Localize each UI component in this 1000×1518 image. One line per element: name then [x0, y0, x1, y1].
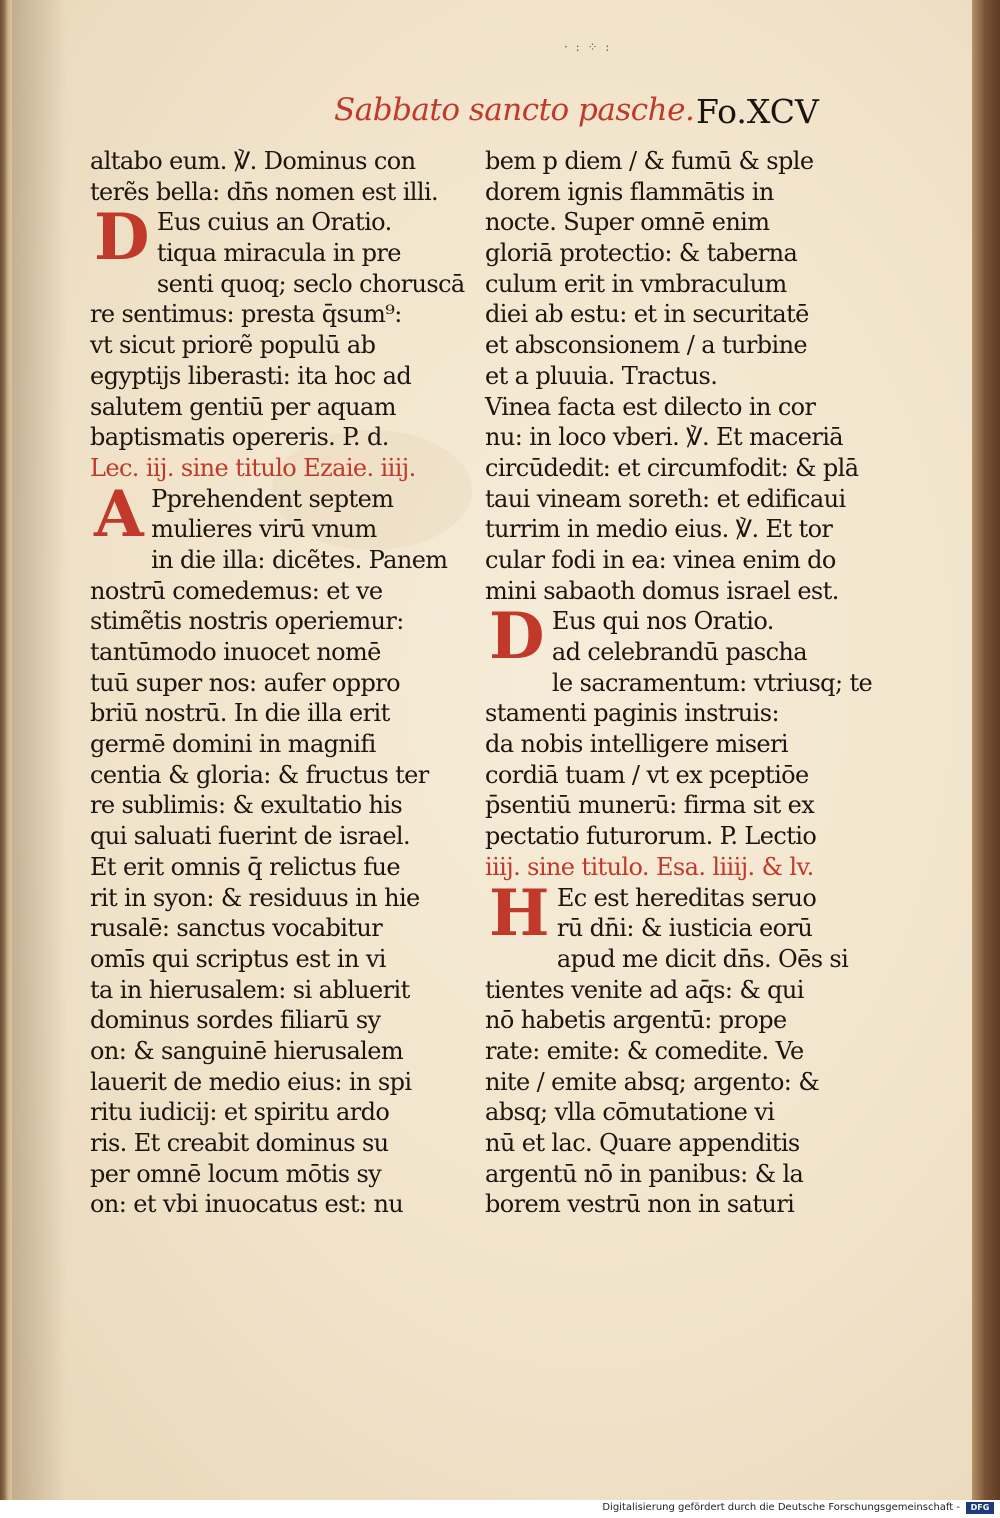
line-text: briū nostrū. In die illa erit — [90, 699, 390, 728]
text-line — [485, 484, 846, 515]
text-line — [90, 299, 438, 330]
text-line — [90, 1036, 438, 1067]
line-text: da nobis intelligere miseri — [485, 730, 788, 759]
line-text: cular fodi in ea: vinea enim do — [485, 545, 836, 574]
line-text: per omnē locum mōtis sy — [90, 1159, 382, 1188]
initial-letter: D — [94, 200, 149, 276]
line-text: tantūmodo inuocet nomē — [90, 638, 381, 666]
text-line — [90, 1128, 438, 1159]
line-text: mulieres virū vnum — [151, 515, 377, 544]
line-text: turrim in medio eius. ℣. Et tor — [485, 515, 833, 544]
line-text: et absconsionem / a turbine — [485, 331, 808, 360]
text-line — [485, 177, 833, 208]
text-line — [90, 790, 438, 821]
text-line — [485, 576, 839, 607]
line-text: salutem gentiū per aquam — [90, 392, 396, 421]
line-text: gloriā protectio: & taberna — [485, 239, 798, 268]
text-line — [485, 1036, 833, 1067]
line-text: tientes venite ad aq̄s: & qui — [485, 975, 804, 1004]
text-line — [90, 883, 438, 914]
text-line — [485, 453, 859, 484]
line-text: egyptijs liberasti: ita hoc ad — [90, 361, 412, 390]
line-text: nō habetis argentū: prope — [485, 1006, 787, 1035]
text-line — [485, 422, 844, 453]
line-text: rusalē: sanctus vocabitur — [90, 914, 383, 943]
text-line — [485, 760, 833, 791]
text-line — [90, 975, 438, 1006]
line-text: germē domini in magnifi — [90, 730, 376, 759]
text-line — [90, 606, 438, 637]
line-text: absq; vlla cōmutatione vi — [485, 1098, 775, 1127]
line-text: le sacramentum: vtriusq; te — [551, 668, 873, 697]
line-text: centia & gloria: & fructus ter — [90, 760, 429, 789]
text-line — [90, 146, 438, 177]
text-line — [485, 238, 833, 269]
line-text: stamenti paginis instruis: — [485, 699, 779, 728]
dfg-logo: DFG — [966, 1502, 994, 1514]
line-text: on: et vbi inuocatus est: nu — [90, 1190, 404, 1219]
line-text: senti quoq; seclo choruscā — [156, 269, 465, 298]
text-line — [485, 698, 833, 729]
line-text: et a pluuia. Tractus. — [485, 361, 718, 390]
text-line — [90, 637, 438, 668]
line-text: nū et lac. Quare appenditis — [485, 1129, 800, 1157]
text-line — [90, 913, 438, 944]
text-line — [90, 852, 438, 883]
text-line — [90, 453, 438, 484]
line-text: tiqua miracula in pre — [156, 239, 401, 268]
line-text: Eus cuius an Oratio. — [156, 208, 392, 237]
page-header — [12, 92, 972, 142]
text-line — [485, 790, 833, 821]
footer — [0, 1500, 1000, 1518]
text-line — [90, 1067, 438, 1098]
line-text: Ec est hereditas seruo — [556, 883, 817, 912]
text-line — [90, 1189, 438, 1220]
text-line — [90, 1097, 438, 1128]
line-text: omīs qui scriptus est in vi — [90, 944, 386, 973]
line-text: nostrū comedemus: et ve — [90, 576, 383, 605]
line-text: nocte. Super omnē enim — [485, 208, 770, 237]
line-text: re sublimis: & exultatio his — [90, 791, 403, 820]
line-text: on: & sanguinē hierusalem — [90, 1036, 404, 1065]
line-text: Pprehendent septem — [151, 484, 394, 513]
line-text: circūdedit: et circumfodit: & plā — [485, 453, 859, 482]
text-line — [90, 821, 438, 852]
text-line — [485, 330, 833, 361]
text-line — [485, 514, 833, 545]
line-text: vt sicut priorẽ populū ab — [90, 331, 376, 360]
line-text: rū dn̄i: & iusticia eorū — [556, 914, 813, 943]
text-line — [485, 545, 836, 576]
text-line — [90, 177, 438, 208]
line-text: culum erit in vmbraculum — [485, 269, 787, 298]
line-text: argentū nō in panibus: & la — [485, 1159, 804, 1188]
line-text: taui vineam soreth: et edificaui — [485, 484, 846, 513]
text-line — [485, 729, 833, 760]
text-line — [90, 392, 438, 423]
line-text: terẽs bella: dn̄s nomen est illi. — [90, 177, 439, 206]
line-text: apud me dicit dn̄s. Oēs si — [556, 944, 849, 973]
line-text: rit in syon: & residuus in hie — [90, 883, 420, 912]
line-text: bem p diem / & fumū & sple — [485, 147, 814, 175]
folio-number: Fo.XCV — [696, 92, 819, 131]
text-line — [485, 1067, 833, 1098]
text-line — [485, 1159, 833, 1190]
text-line — [90, 760, 438, 791]
text-line — [485, 1128, 833, 1159]
line-text: dorem ignis flammātis in — [485, 177, 774, 206]
book-page — [12, 0, 972, 1500]
text-line — [90, 361, 438, 392]
line-text: nite / emite absq; argento: & — [485, 1067, 820, 1096]
left-column — [90, 146, 465, 1220]
text-line — [90, 1159, 438, 1190]
line-text: in die illa: dicẽtes. Panem — [151, 545, 448, 574]
line-text: re sentimus: presta q̄sum⁹: — [90, 300, 402, 329]
right-column — [485, 146, 873, 1220]
initial-letter: D — [489, 599, 544, 675]
line-text: altabo eum. ℣. Dominus con — [90, 147, 416, 175]
line-text: tuū super nos: aufer oppro — [90, 668, 401, 697]
text-line — [90, 698, 438, 729]
text-line — [485, 299, 833, 330]
line-text: dominus sordes filiarū sy — [90, 1006, 381, 1035]
line-text: pectatio futurorum. P. Lectio — [485, 822, 817, 851]
line-text: stimẽtis nostris operiemur: — [90, 607, 404, 636]
line-text: lauerit de medio eius: in spi — [90, 1067, 412, 1096]
line-text: qui saluati fuerint de israel. — [90, 822, 411, 851]
dfg-credit: Digitalisierung gefördert durch die Deutsche Forschungsgemeinschaft - — [602, 1502, 960, 1513]
line-text: cordiā tuam / vt ex pceptiōe — [485, 760, 809, 789]
running-head: Sabbato sancto pasche. — [334, 92, 695, 128]
text-line — [485, 146, 833, 177]
text-line — [90, 668, 438, 699]
text-line — [90, 944, 438, 975]
text-line — [90, 330, 438, 361]
text-line — [485, 1005, 833, 1036]
line-text: ris. Et creabit dominus su — [90, 1129, 389, 1157]
text-line — [485, 975, 833, 1006]
line-text: diei ab estu: et in securitatē — [485, 300, 809, 329]
line-text: Lec. iij. sine titulo Ezaie. iiij. — [90, 453, 416, 482]
line-text: ad celebrandū pascha — [551, 638, 807, 666]
text-line — [485, 361, 833, 392]
text-line — [90, 1005, 438, 1036]
marginal-marks: · : ⁘ : — [564, 40, 612, 54]
text-line — [90, 576, 438, 607]
line-text: mini sabaoth domus israel est. — [485, 576, 839, 605]
text-line — [485, 392, 833, 423]
line-text: Vinea facta est dilecto in cor — [485, 392, 816, 421]
text-line — [485, 207, 833, 238]
line-text: ta in hierusalem: si abluerit — [90, 975, 410, 1004]
line-text: ritu iudicij: et spiritu ardo — [90, 1098, 390, 1127]
text-line — [485, 1097, 833, 1128]
text-line — [90, 729, 438, 760]
text-line — [485, 852, 833, 883]
initial-letter: A — [94, 476, 144, 552]
initial-letter: H — [489, 875, 549, 951]
line-text: baptismatis opereris. P. d. — [90, 423, 389, 452]
line-text: p̄sentiū munerū: firma sit ex — [485, 791, 815, 820]
line-text: borem vestrū non in saturi — [485, 1190, 795, 1219]
text-line — [485, 821, 833, 852]
text-line — [485, 269, 833, 300]
line-text: rate: emite: & comedite. Ve — [485, 1036, 804, 1065]
text-line — [90, 422, 438, 453]
line-text: Et erit omnis q̄ relictus fue — [90, 852, 400, 881]
text-line — [485, 1189, 833, 1220]
line-text: Eus qui nos Oratio. — [551, 607, 774, 636]
line-text: iiij. sine titulo. Esa. liiij. & lv. — [485, 852, 814, 881]
line-text: nu: in loco vberi. ℣. Et maceriā — [485, 423, 844, 452]
